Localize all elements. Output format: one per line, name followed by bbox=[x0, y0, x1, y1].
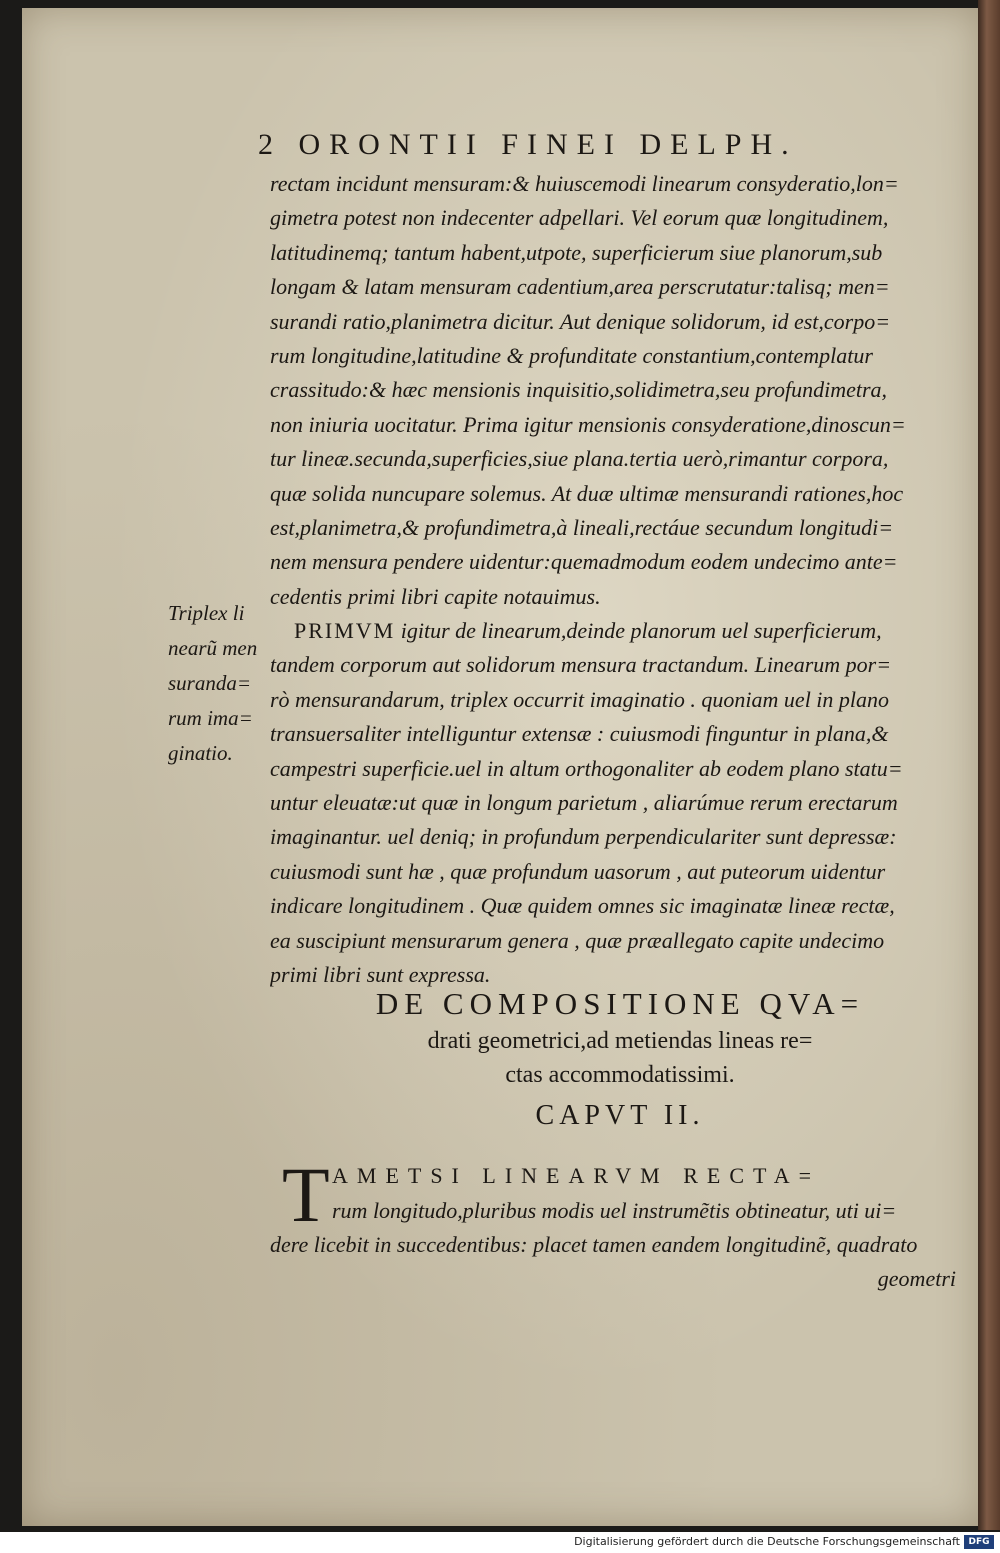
marginal-note-line: rum ima= bbox=[168, 706, 253, 730]
chapter-opening-paragraph bbox=[270, 1151, 970, 1296]
catchword: geometri bbox=[877, 1266, 956, 1291]
line-text: imaginantur. uel deniq; in profundum perpendiculariter sunt depressæ: bbox=[270, 824, 897, 850]
text-line: quæ solida nuncupare solemus. At duæ ultimæ mensurandi rationes,hoc bbox=[270, 480, 904, 506]
footer-credit: Digitalisierung gefördert durch die Deutsche Forschungsgemeinschaft bbox=[574, 1535, 960, 1548]
text-line bbox=[270, 648, 970, 682]
text-line bbox=[270, 786, 970, 820]
text-line: longam & latam mensuram cadentium,area perscrutatur:talisq; men= bbox=[270, 274, 890, 300]
line-text: tandem corporum aut solidorum mensura tractandum. Linearum por= bbox=[270, 652, 892, 678]
text-line: crassitudo:& hæc mensionis inquisitio,solidimetra,seu profundimetra, bbox=[270, 377, 888, 403]
marginal-note-line: suranda= bbox=[168, 671, 252, 695]
text-line: est,planimetra,& profundimetra,à lineali,rectáue secundum longitudi= bbox=[270, 514, 894, 540]
line-text: ea suscipiunt mensurarum genera , quæ præallegato capite undecimo bbox=[270, 927, 885, 953]
line-text: indicare longitudinem . Quæ quidem omnes sic imaginatæ lineæ rectæ, bbox=[270, 893, 895, 919]
text-line bbox=[270, 614, 970, 648]
opening-line-2: rum longitudo,pluribus modis uel instrumẽtis obtineatur, uti ui= bbox=[332, 1198, 897, 1223]
marginal-note-line: Triplex li bbox=[168, 601, 245, 625]
line-text: untur eleuatæ:ut quæ in longum parietum , aliarúmue rerum erectarum bbox=[270, 790, 898, 816]
text-line: surandi ratio,planimetra dicitur. Aut denique solidorum, id est,corpo= bbox=[270, 308, 891, 334]
text-line bbox=[270, 889, 970, 923]
paragraph-2 bbox=[270, 614, 970, 992]
text-line: cedentis primi libri capite notauimus. bbox=[270, 583, 601, 609]
chapter-title-line-1: DE COMPOSITIONE QVA= bbox=[375, 986, 865, 1021]
main-text-block bbox=[270, 167, 970, 992]
text-line bbox=[270, 924, 970, 958]
text-line bbox=[270, 820, 970, 854]
line-text: rò mensurandarum, triplex occurrit imaginatio . quoniam uel in plano bbox=[270, 686, 890, 712]
text-line bbox=[270, 717, 970, 751]
text-line: non iniuria uocitatur. Prima igitur mensionis consyderatione,dinoscun= bbox=[270, 411, 906, 437]
line-text: primi libri sunt expressa. bbox=[270, 961, 491, 987]
dfg-logo-icon: DFG bbox=[964, 1535, 994, 1549]
line-text: igitur de linearum,deinde planorum uel superficierum, bbox=[395, 618, 882, 644]
text-line: rum longitudine,latitudine & profunditate constantium,contemplatur bbox=[270, 342, 873, 368]
chapter-number: CAPVT II. bbox=[535, 1100, 705, 1131]
opening-line-3: dere licebit in succedentibus: placet tamen eandem longitudinẽ, quadrato bbox=[270, 1232, 918, 1257]
text-line: latitudinemq; tantum habent,utpote, superficierum siue planorum,sub bbox=[270, 239, 883, 265]
marginal-note bbox=[168, 596, 268, 771]
paragraph-1 bbox=[270, 167, 970, 614]
text-line: rectam incidunt mensuram:& huiuscemodi linearum consyderatio,lon= bbox=[270, 171, 899, 196]
opening-first-line: AMETSI LINEARVM RECTA= bbox=[332, 1163, 820, 1188]
text-line: gimetra potest non indecenter adpellari. Vel eorum quæ longitudinem, bbox=[270, 205, 889, 231]
text-line: nem mensura pendere uidentur:quemadmodum eodem undecimo ante= bbox=[270, 549, 898, 575]
text-line bbox=[270, 752, 970, 786]
line-text: transuersaliter intelliguntur extensæ : cuiusmodi finguntur in plana,& bbox=[270, 721, 889, 747]
marginal-note-line: ginatio. bbox=[168, 741, 233, 765]
text-line bbox=[270, 855, 970, 889]
chapter-title-line-2: drati geometrici,ad metiendas lineas re= bbox=[427, 1028, 813, 1054]
book-binding-edge bbox=[978, 0, 1000, 1530]
chapter-heading bbox=[270, 984, 970, 1140]
text-line bbox=[270, 683, 970, 717]
line-text: campestri superficie.uel in altum orthogonaliter ab eodem plano statu= bbox=[270, 755, 903, 781]
small-caps-word: PRIMVM bbox=[294, 618, 396, 644]
drop-cap: T bbox=[282, 1151, 330, 1238]
text-line: tur lineæ.secunda,superficies,siue plana.tertia uerò,rimantur corpora, bbox=[270, 446, 889, 472]
marginal-note-line: nearũ men bbox=[168, 636, 258, 660]
line-text: cuiusmodi sunt hæ , quæ profundum uasorum , aut puteorum uidentur bbox=[270, 858, 886, 884]
chapter-title-line-3: ctas accommodatissimi. bbox=[505, 1062, 735, 1088]
running-head: 2 ORONTII FINEI DELPH. bbox=[258, 128, 798, 161]
